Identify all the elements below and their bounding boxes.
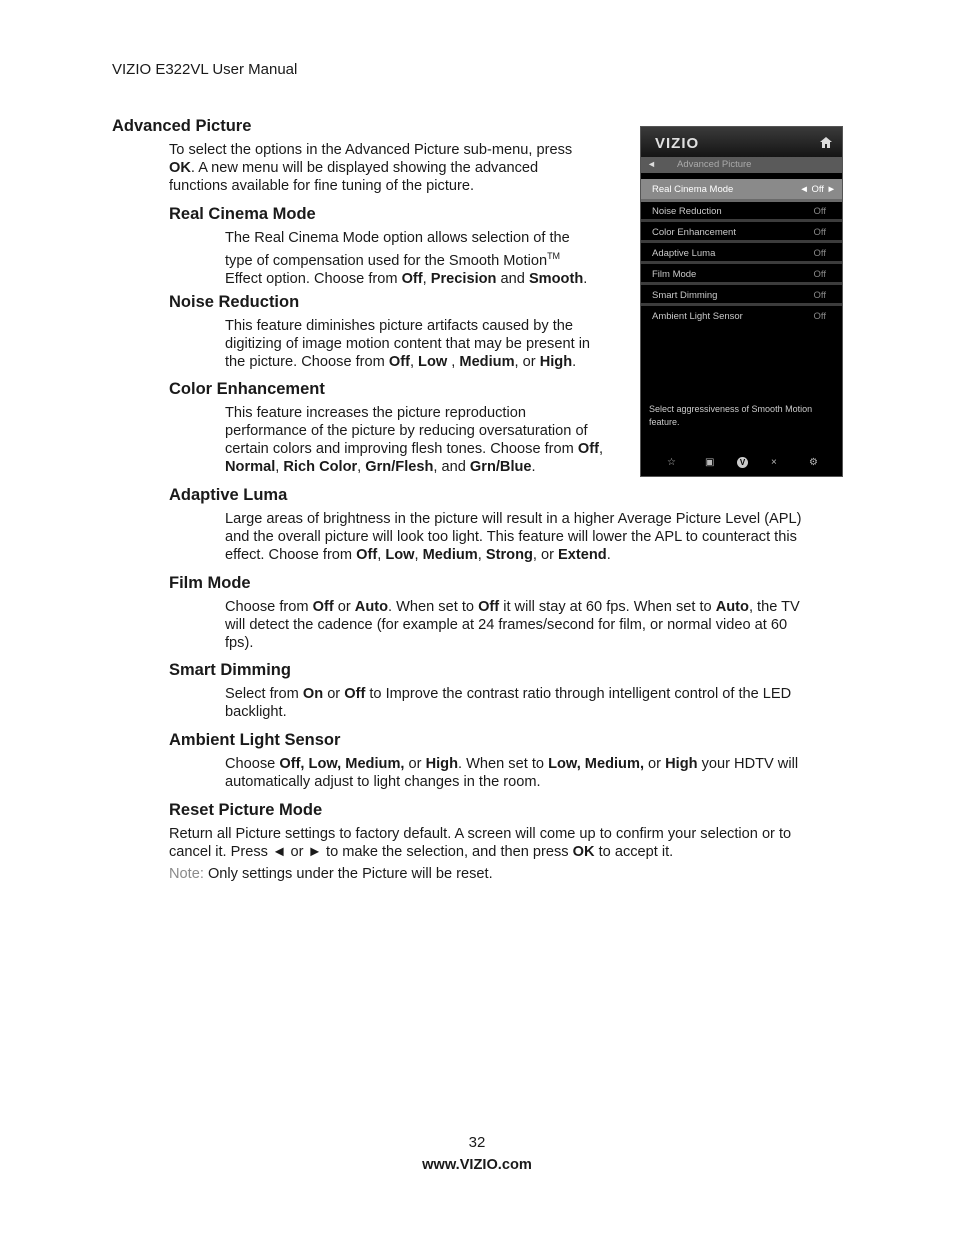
advanced-picture-intro: To select the options in the Advanced Picture sub-menu, press OK. A new menu will be displayed showing the advanced functions available for fine tuning of the picture. [169, 142, 573, 194]
tv-menu-item: Adaptive Luma Off [641, 245, 842, 264]
gear-icon: ⚙ [809, 457, 818, 468]
document-header: VIZIO E322VL User Manual [112, 61, 298, 78]
page-number: 32 [468, 1134, 486, 1151]
adaptive-luma-text: Large areas of brightness in the picture will result in a higher Average Picture Level (APL) and the overall picture will look too light. This feature will lower the APL to counteract this effect. Choose from Off, Low, Medium, Strong, or Extend. [225, 511, 802, 563]
close-icon: × [771, 457, 777, 468]
back-arrow-icon: ◄ [647, 159, 656, 169]
submenu-title: Advanced Picture [677, 159, 752, 170]
tv-menu-item: Noise Reduction Off [641, 203, 842, 222]
tv-menu-item: Film Mode Off [641, 266, 842, 285]
tv-menu-screenshot [640, 126, 843, 477]
note: Note: Only settings under the Picture will be reset. [169, 866, 493, 882]
heading-ambient-light-sensor: Ambient Light Sensor [169, 731, 341, 749]
star-icon: ☆ [667, 457, 676, 468]
home-icon [820, 137, 832, 151]
input-icon: ▣ [705, 457, 715, 468]
tv-menu-item: Ambient Light Sensor Off [652, 311, 826, 322]
footer-url: www.VIZIO.com [422, 1157, 532, 1173]
heading-real-cinema-mode: Real Cinema Mode [169, 205, 316, 223]
tv-menu-item: Real Cinema Mode ◄ Off ► [641, 179, 842, 202]
color-enhancement-text: This feature increases the picture reproduction performance of the picture by reducing oversaturation of certain colors and improving flesh tones. Choose from Off, Normal, Rich Color, Grn/Flesh, and Grn/Blue. [225, 405, 603, 475]
heading-color-enhancement: Color Enhancement [169, 380, 325, 398]
heading-adaptive-luma: Adaptive Luma [169, 486, 288, 504]
tv-menu-icon-bar [641, 457, 842, 473]
vizio-v-icon: V [737, 457, 748, 468]
film-mode-text: Choose from Off or Auto. When set to Off it will stay at 60 fps. When set to Auto, the TV will detect the cadence (for example at 24 frames/second for film, or normal video at 60 fps). [225, 599, 800, 651]
tv-menu-item: Smart Dimming Off [641, 287, 842, 306]
reset-picture-mode-text: Return all Picture settings to factory default. A screen will come up to confirm your selection or to cancel it. Press ◄ or ► to make the selection, and then press OK to accept it. Note: Only settings under the Picture will be reset. [169, 825, 849, 883]
tv-submenu-bar [641, 157, 842, 173]
tv-menu-help-text: Select aggressiveness of Smooth Motion feature. [649, 404, 813, 427]
noise-reduction-text: This feature diminishes picture artifacts caused by the digitizing of image motion content that may be present in the picture. Choose from Off, Low , Medium, or High. [225, 318, 591, 370]
tv-menu-top-bar [641, 127, 842, 157]
section-title-advanced-picture: Advanced Picture [112, 117, 252, 135]
heading-noise-reduction: Noise Reduction [169, 293, 300, 311]
ambient-light-sensor-text: Choose Off, Low, Medium, or High. When set to Low, Medium, or High your HDTV will automatically adjust to light changes in the room. [225, 756, 799, 790]
real-cinema-mode-text: The Real Cinema Mode option allows selection of the type of compensation used for the Smooth Motion™ Effect option. Choose from Off, Precision and Smooth. [225, 230, 588, 287]
smart-dimming-text: Select from On or Off to Improve the contrast ratio through intelligent control of the LED backlight. [225, 686, 792, 720]
vizio-logo: VIZIO [655, 135, 700, 152]
heading-smart-dimming: Smart Dimming [169, 661, 291, 679]
heading-film-mode: Film Mode [169, 574, 251, 592]
heading-reset-picture-mode: Reset Picture Mode [169, 801, 323, 819]
tv-menu-item: Color Enhancement Off [641, 224, 842, 243]
